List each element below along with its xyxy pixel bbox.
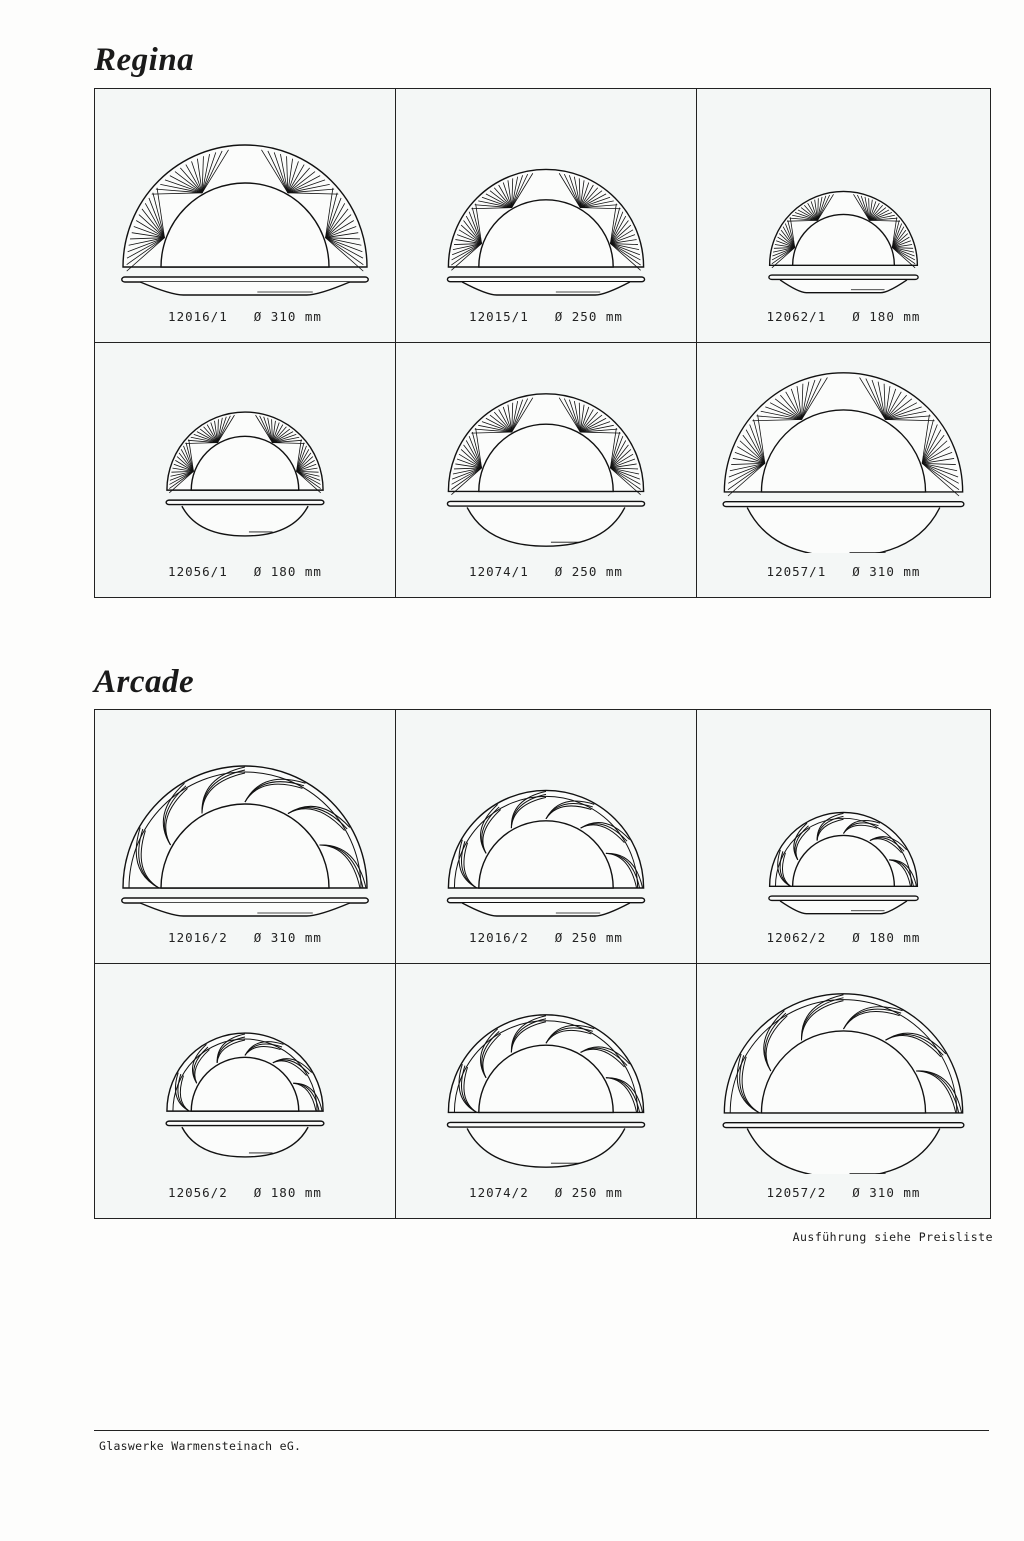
dish-illustration <box>697 964 990 1174</box>
product-caption <box>697 309 990 324</box>
article-number: 12016/2 <box>168 930 228 945</box>
diameter-label: Ø 180 mm <box>253 1185 322 1200</box>
product-cell <box>697 964 990 1218</box>
article-number: 12016/1 <box>168 309 228 324</box>
product-cell <box>697 89 990 343</box>
article-number: 12062/1 <box>766 309 827 324</box>
article-number: 12056/2 <box>168 1185 228 1200</box>
diameter-label: Ø 250 mm <box>554 1185 623 1200</box>
article-number: 12074/1 <box>469 564 529 579</box>
dish-illustration <box>697 710 990 920</box>
product-grid-regina <box>94 88 991 598</box>
product-caption <box>95 564 395 579</box>
product-cell <box>396 964 697 1218</box>
article-number: 12057/1 <box>766 564 827 579</box>
article-number: 12015/1 <box>469 309 529 324</box>
product-cell <box>95 964 396 1218</box>
series-title-regina: Regina <box>94 42 195 78</box>
diameter-label: Ø 180 mm <box>253 564 322 579</box>
diameter-label: Ø 250 mm <box>554 564 623 579</box>
dish-illustration <box>95 710 395 920</box>
diameter-label: Ø 180 mm <box>852 930 921 945</box>
product-cell <box>396 89 697 343</box>
article-number: 12056/1 <box>168 564 228 579</box>
product-caption <box>396 564 696 579</box>
dish-illustration <box>396 710 696 920</box>
product-cell <box>697 343 990 597</box>
diameter-label: Ø 310 mm <box>852 1185 921 1200</box>
article-number: 12062/2 <box>766 930 827 945</box>
diameter-label: Ø 180 mm <box>852 309 921 324</box>
product-caption <box>396 1185 696 1200</box>
diameter-label: Ø 310 mm <box>852 564 921 579</box>
dish-illustration <box>697 343 990 553</box>
product-caption <box>697 1185 990 1200</box>
footer-divider <box>94 1430 989 1431</box>
product-cell <box>95 89 396 343</box>
product-cell <box>396 710 697 964</box>
dish-illustration <box>396 343 696 553</box>
product-cell <box>396 343 697 597</box>
product-cell <box>95 343 396 597</box>
dish-illustration <box>95 343 395 553</box>
dish-illustration <box>95 964 395 1174</box>
product-caption <box>697 564 990 579</box>
product-cell <box>697 710 990 964</box>
price-list-note: Ausführung siehe Preisliste <box>792 1230 993 1244</box>
diameter-label: Ø 250 mm <box>554 930 623 945</box>
dish-illustration <box>95 89 395 299</box>
diameter-label: Ø 310 mm <box>253 930 322 945</box>
product-caption <box>95 930 395 945</box>
product-grid-arcade <box>94 709 991 1219</box>
product-cell <box>95 710 396 964</box>
product-caption <box>697 930 990 945</box>
series-title-arcade: Arcade <box>94 664 195 700</box>
product-caption <box>396 309 696 324</box>
product-caption <box>396 930 696 945</box>
diameter-label: Ø 310 mm <box>253 309 322 324</box>
product-caption <box>95 309 395 324</box>
article-number: 12016/2 <box>469 930 529 945</box>
dish-illustration <box>396 964 696 1174</box>
dish-illustration <box>396 89 696 299</box>
diameter-label: Ø 250 mm <box>554 309 623 324</box>
article-number: 12074/2 <box>469 1185 529 1200</box>
footer-company-name: Glaswerke Warmensteinach eG. <box>99 1439 302 1453</box>
dish-illustration <box>697 89 990 299</box>
article-number: 12057/2 <box>766 1185 827 1200</box>
product-caption <box>95 1185 395 1200</box>
